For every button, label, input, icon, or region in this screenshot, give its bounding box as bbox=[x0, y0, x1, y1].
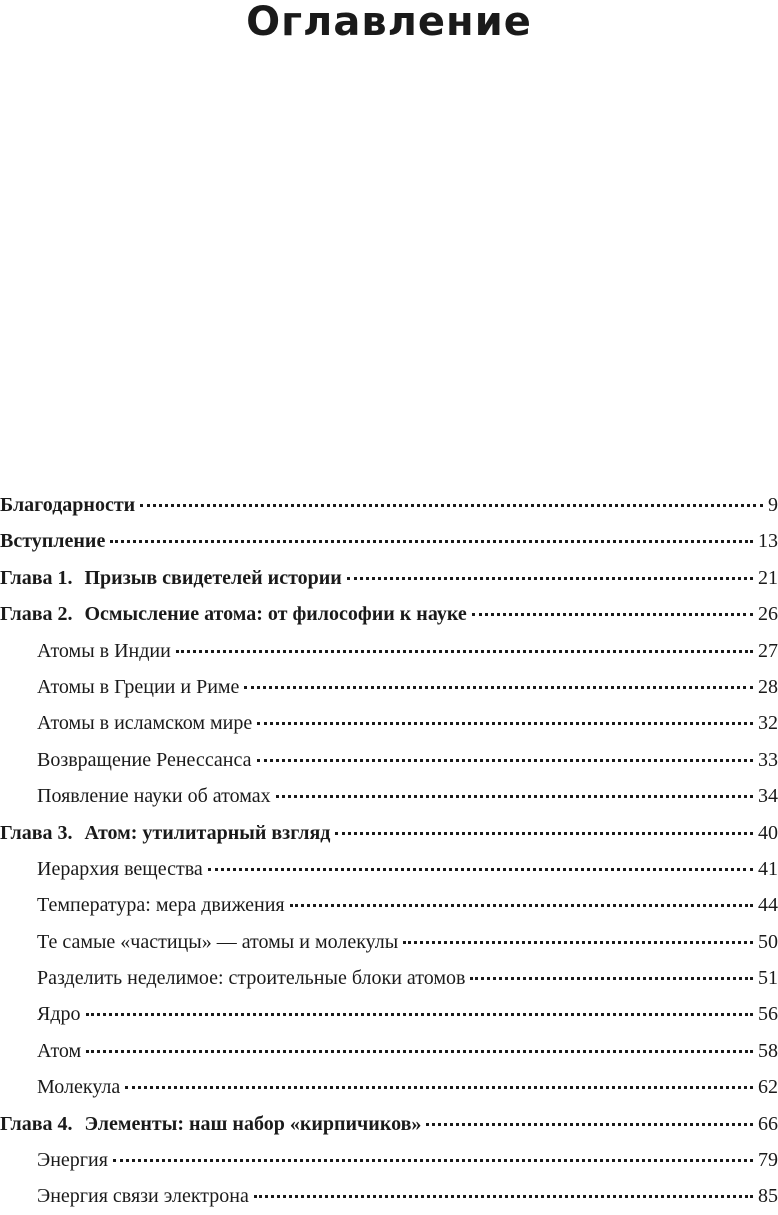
dot-leader bbox=[113, 1159, 753, 1162]
page-number: 28 bbox=[758, 675, 778, 698]
dot-leader bbox=[335, 832, 753, 835]
toc-entry-title: Энергия bbox=[37, 1149, 108, 1172]
table-of-contents bbox=[0, 487, 778, 1215]
toc-entry-label bbox=[37, 705, 252, 741]
toc-entry-title: Призыв свидетелей истории bbox=[84, 566, 342, 589]
toc-entry-label bbox=[0, 560, 342, 596]
toc-entry-label bbox=[37, 669, 239, 705]
toc-section-entry[interactable] bbox=[0, 1033, 778, 1069]
chapter-number: Глава 3. bbox=[0, 821, 73, 844]
page-number: 26 bbox=[758, 603, 778, 626]
toc-entry-label bbox=[37, 887, 285, 923]
page-number: 50 bbox=[758, 930, 778, 953]
toc-entry-label bbox=[37, 960, 465, 996]
dot-leader bbox=[86, 1013, 753, 1016]
dot-leader bbox=[140, 504, 763, 507]
toc-entry-label bbox=[0, 1106, 421, 1142]
toc-entry-label bbox=[37, 996, 81, 1032]
page-number: 62 bbox=[758, 1076, 778, 1099]
toc-entry-title: Атомы в исламском мире bbox=[37, 712, 253, 735]
page-number: 33 bbox=[758, 748, 778, 771]
toc-entry-label bbox=[0, 815, 330, 851]
toc-entry-title: Атомы в Греции и Риме bbox=[37, 675, 240, 698]
toc-entry-label bbox=[37, 851, 203, 887]
toc-entry-title: Разделить неделимое: строительные блоки атомов bbox=[37, 967, 466, 990]
page-number: 9 bbox=[768, 494, 778, 516]
dot-leader bbox=[472, 613, 753, 616]
dot-leader bbox=[244, 686, 753, 689]
toc-entry-label bbox=[37, 778, 271, 814]
toc-section-entry[interactable] bbox=[0, 1142, 778, 1178]
dot-leader bbox=[254, 1195, 753, 1198]
page-number: 41 bbox=[758, 857, 778, 880]
page-number: 56 bbox=[758, 1003, 778, 1026]
page-number: 27 bbox=[758, 639, 778, 662]
toc-entry-title: Атом: утилитарный взгляд bbox=[84, 821, 331, 844]
page-number: 34 bbox=[758, 785, 778, 808]
toc-entry-label bbox=[0, 487, 135, 523]
dot-leader bbox=[125, 1086, 753, 1089]
toc-section-entry[interactable] bbox=[0, 1178, 778, 1214]
toc-chapter-entry[interactable] bbox=[0, 596, 778, 632]
page-number: 13 bbox=[758, 530, 778, 553]
toc-section-entry[interactable] bbox=[0, 1069, 778, 1105]
dot-leader bbox=[426, 1123, 753, 1126]
toc-entry-title: Возвращение Ренессанса bbox=[37, 748, 252, 771]
toc-entry-label bbox=[37, 1178, 249, 1214]
dot-leader bbox=[257, 722, 753, 725]
dot-leader bbox=[86, 1050, 753, 1053]
toc-entry-title: Иерархия вещества bbox=[37, 857, 203, 880]
page-number: 21 bbox=[758, 566, 778, 589]
toc-entry-title: Ядро bbox=[37, 1003, 81, 1026]
page-number: 79 bbox=[758, 1149, 778, 1172]
dot-leader bbox=[470, 977, 753, 980]
toc-entry-label bbox=[37, 1033, 81, 1069]
page-number: 85 bbox=[758, 1185, 778, 1208]
page-title: Оглавление bbox=[246, 0, 532, 45]
toc-section-entry[interactable] bbox=[0, 924, 778, 960]
toc-entry-title: Те самые «частицы» — атомы и молекулы bbox=[37, 930, 399, 953]
toc-section-entry[interactable] bbox=[0, 669, 778, 705]
toc-entry-title: Благодарности bbox=[0, 494, 136, 516]
chapter-number: Глава 1. bbox=[0, 566, 73, 589]
dot-leader bbox=[208, 868, 753, 871]
page-number: 44 bbox=[758, 894, 778, 917]
dot-leader bbox=[176, 650, 753, 653]
chapter-number: Глава 4. bbox=[0, 1112, 73, 1135]
dot-leader bbox=[257, 759, 753, 762]
toc-section-entry[interactable] bbox=[0, 960, 778, 996]
toc-entry-title: Атом bbox=[37, 1039, 82, 1062]
toc-entry-label bbox=[37, 1142, 108, 1178]
toc-entry-title: Температура: мера движения bbox=[37, 894, 285, 917]
page-number: 32 bbox=[758, 712, 778, 735]
toc-entry-label bbox=[0, 523, 105, 559]
toc-entry-label bbox=[37, 633, 171, 669]
toc-entry-title: Молекула bbox=[37, 1076, 121, 1099]
toc-section-entry[interactable] bbox=[0, 705, 778, 741]
toc-entry-title: Появление науки об атомах bbox=[37, 785, 271, 808]
dot-leader bbox=[110, 540, 753, 543]
toc-section-entry[interactable] bbox=[0, 742, 778, 778]
toc-section-entry[interactable] bbox=[0, 633, 778, 669]
toc-chapter-entry[interactable] bbox=[0, 815, 778, 851]
toc-entry-title: Вступление bbox=[0, 530, 106, 553]
toc-entry-label bbox=[37, 924, 398, 960]
toc-entry-title: Осмысление атома: от философии к науке bbox=[84, 603, 467, 626]
toc-entry-label bbox=[37, 1069, 120, 1105]
toc-section-entry[interactable] bbox=[0, 851, 778, 887]
toc-chapter-entry[interactable] bbox=[0, 487, 778, 523]
toc-chapter-entry[interactable] bbox=[0, 560, 778, 596]
dot-leader bbox=[290, 904, 753, 907]
toc-entry-title: Атомы в Индии bbox=[37, 639, 171, 662]
page-number: 58 bbox=[758, 1039, 778, 1062]
toc-entry-title: Энергия связи электрона bbox=[37, 1185, 249, 1208]
dot-leader bbox=[276, 795, 753, 798]
toc-section-entry[interactable] bbox=[0, 887, 778, 923]
dot-leader bbox=[403, 941, 753, 944]
toc-entry-title: Элементы: наш набор «кирпичиков» bbox=[84, 1112, 422, 1135]
toc-chapter-entry[interactable] bbox=[0, 523, 778, 559]
toc-entry-label bbox=[37, 742, 252, 778]
page-number: 66 bbox=[758, 1112, 778, 1135]
page-number: 51 bbox=[758, 967, 778, 990]
page-number: 40 bbox=[758, 821, 778, 844]
toc-section-entry[interactable] bbox=[0, 996, 778, 1032]
chapter-number: Глава 2. bbox=[0, 603, 73, 626]
dot-leader bbox=[347, 577, 753, 580]
toc-entry-label bbox=[0, 596, 467, 632]
toc-section-entry[interactable] bbox=[0, 778, 778, 814]
toc-chapter-entry[interactable] bbox=[0, 1106, 778, 1142]
